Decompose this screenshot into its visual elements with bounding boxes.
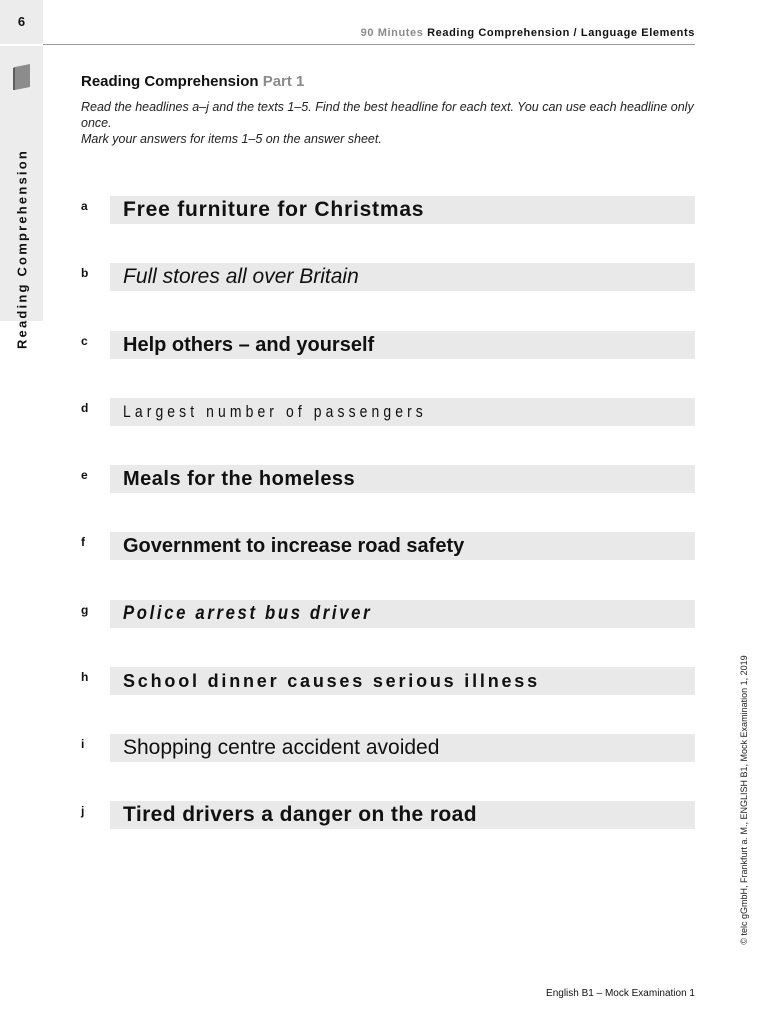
running-head-duration: 90 Minutes bbox=[360, 27, 424, 39]
headline-letter: e bbox=[81, 468, 88, 482]
headline-item-j bbox=[81, 801, 695, 829]
instructions bbox=[81, 99, 701, 147]
headline-letter: j bbox=[81, 804, 85, 818]
headline-item-b bbox=[81, 263, 695, 291]
headline-letter: g bbox=[81, 603, 89, 617]
headline-item-c bbox=[81, 331, 695, 359]
headline-text: Police arrest bus driver bbox=[123, 603, 373, 624]
headline-item-d bbox=[81, 398, 695, 426]
instruction-line: Read the headlines a–j and the texts 1–5. Find the best headline for each text. You can use each headline only once. bbox=[81, 100, 694, 130]
section-title-main: Reading Comprehension bbox=[81, 73, 259, 90]
instruction-line: Mark your answers for items 1–5 on the answer sheet. bbox=[81, 132, 382, 146]
headline-item-g bbox=[81, 600, 695, 628]
section-part: Part 1 bbox=[262, 73, 305, 90]
headline-letter: b bbox=[81, 266, 89, 280]
headline-letter: i bbox=[81, 737, 85, 751]
headline-text: Tired drivers a danger on the road bbox=[123, 803, 477, 826]
headline-text: Shopping centre accident avoided bbox=[123, 736, 440, 759]
headline-text: Government to increase road safety bbox=[123, 535, 465, 557]
section-title bbox=[81, 73, 304, 90]
headline-text: Largest number of passengers bbox=[123, 402, 427, 421]
book-icon bbox=[13, 64, 31, 90]
side-tab-label: Reading Comprehension bbox=[14, 148, 30, 350]
header-rule bbox=[43, 44, 695, 45]
headline-letter: h bbox=[81, 670, 89, 684]
footer-title: English B1 – Mock Examination 1 bbox=[546, 988, 695, 999]
running-head bbox=[361, 27, 695, 39]
headline-text: Meals for the homeless bbox=[123, 468, 356, 490]
page-number-box bbox=[0, 0, 43, 44]
side-tab bbox=[0, 46, 43, 350]
headline-item-f bbox=[81, 532, 695, 560]
headline-item-h bbox=[81, 667, 695, 695]
headline-letter: f bbox=[81, 535, 85, 549]
headline-letter: c bbox=[81, 334, 88, 348]
headline-item-e bbox=[81, 465, 695, 493]
headline-text: School dinner causes serious illness bbox=[123, 671, 540, 691]
headline-text: Free furniture for Christmas bbox=[123, 198, 425, 221]
headline-text: Help others – and yourself bbox=[123, 334, 375, 356]
headline-item-a bbox=[81, 196, 695, 224]
headline-text: Full stores all over Britain bbox=[123, 265, 359, 288]
page-number: 6 bbox=[17, 14, 26, 29]
running-head-title: Reading Comprehension / Language Elements bbox=[427, 27, 695, 39]
headline-letter: a bbox=[81, 199, 88, 213]
copyright-notice: © telc gGmbH, Frankfurt a. M., ENGLISH B1, Mock Examination 1, 2019 bbox=[739, 655, 749, 945]
headline-letter: d bbox=[81, 401, 89, 415]
headline-item-i bbox=[81, 734, 695, 762]
